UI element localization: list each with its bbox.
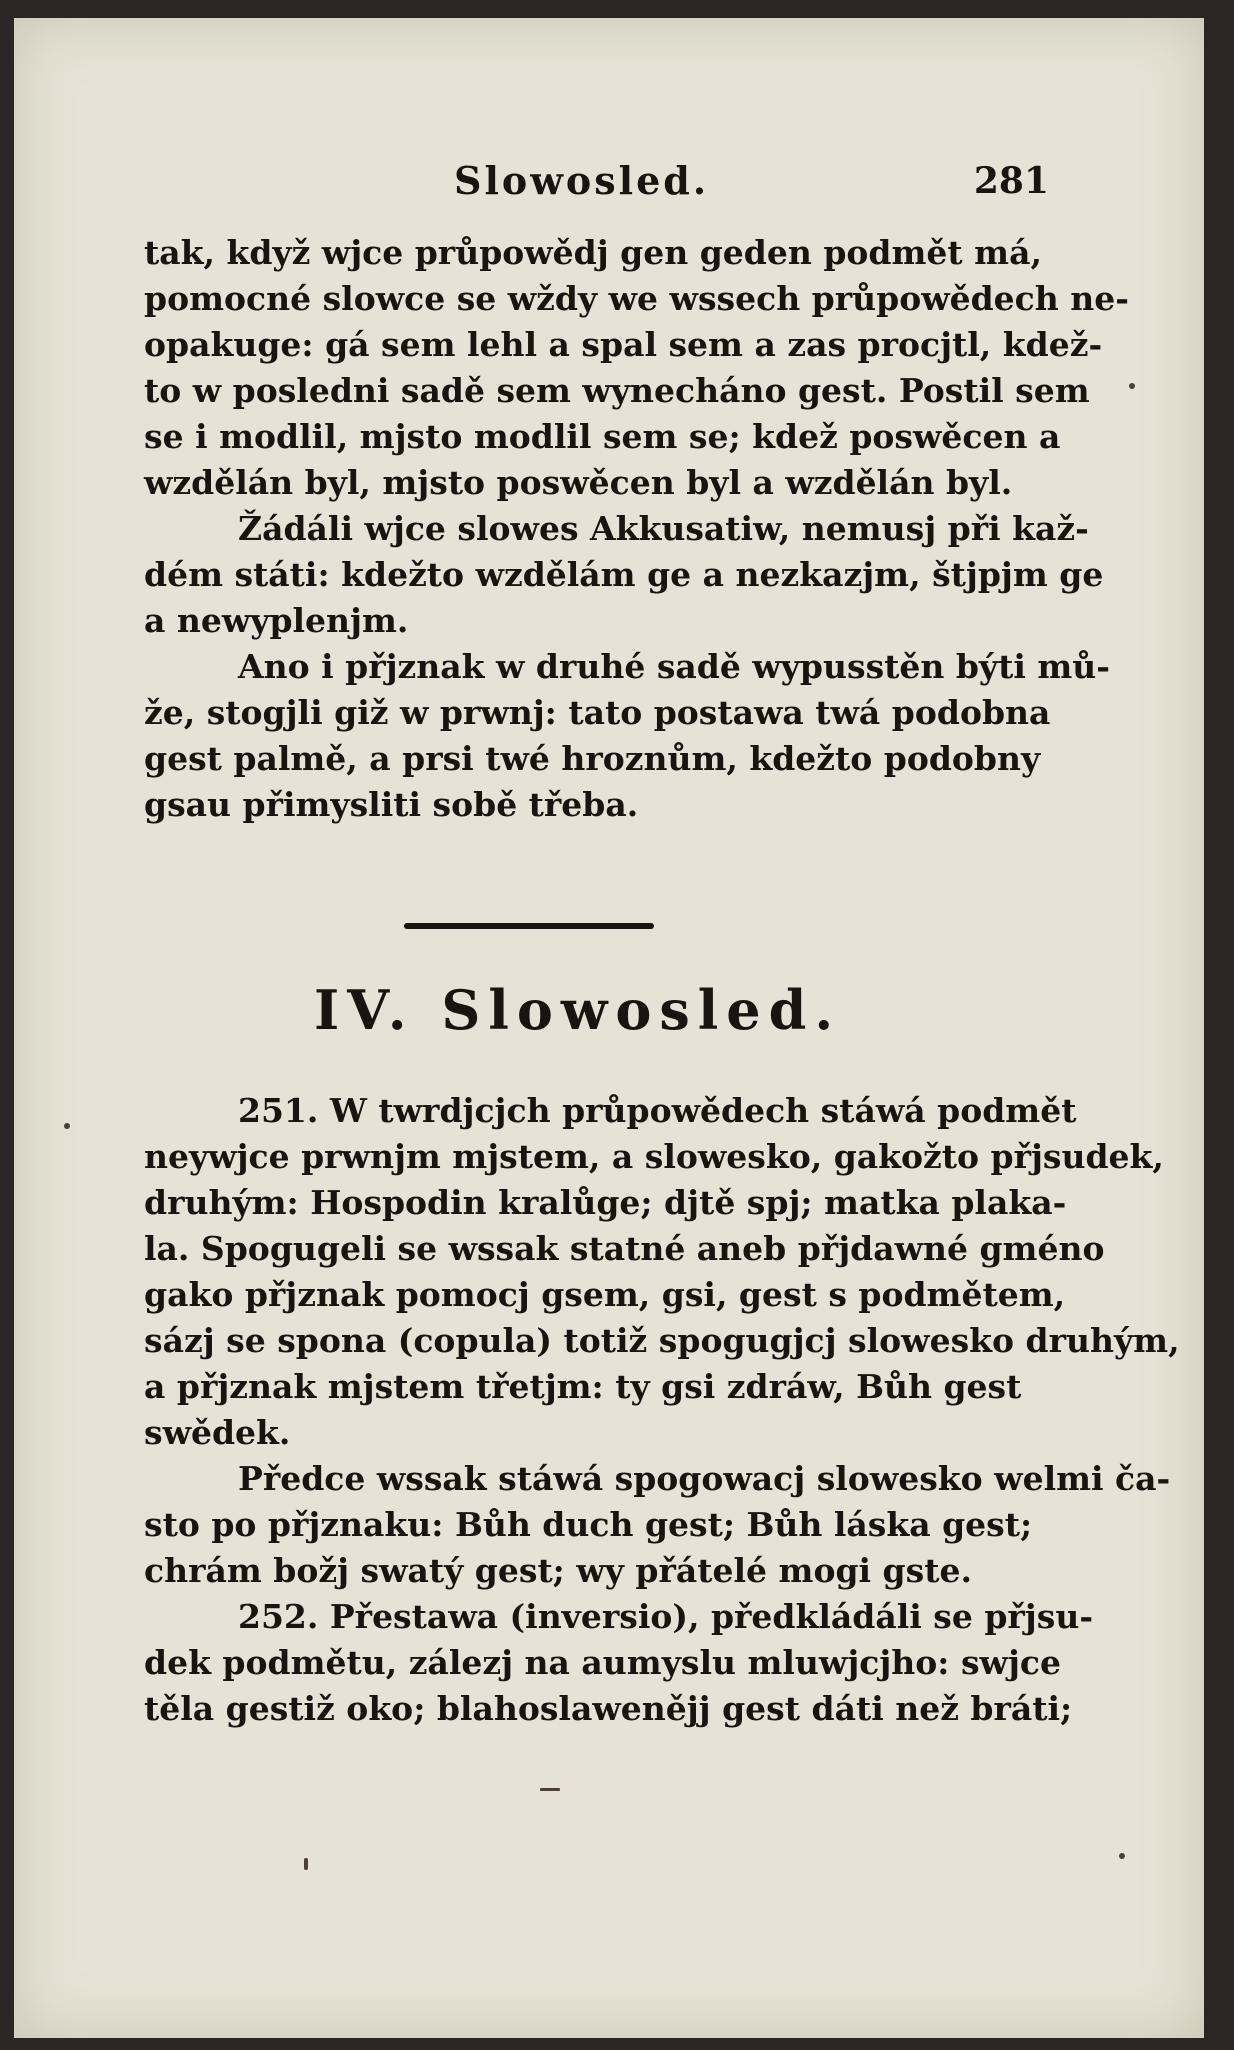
text-line: to w posledni sadě sem wynecháno gest. Postil sem xyxy=(144,371,1090,410)
text-line: těla gestiž oko; blahoslawenějj gest dáti než bráti; xyxy=(144,1689,1073,1728)
text-line: la. Spogugeli se wssak statné aneb přjdawné gméno xyxy=(144,1229,1105,1268)
text-line: dém státi: kdežto wzdělám ge a nezkazjm, štjpjm ge xyxy=(144,555,1104,594)
chapter-title: IV. Slowosled. xyxy=(314,978,842,1042)
text-line: pomocné slowce se wždy we wssech průpowědech ne- xyxy=(144,279,1129,318)
text-line: dek podmětu, zálezj na aumyslu mluwjcjho: swjce xyxy=(144,1643,1061,1682)
text-line: opakuge: gá sem lehl a spal sem a zas procjtl, kdež- xyxy=(144,325,1103,364)
text-line: se i modlil, mjsto modlil sem se; kdež poswěcen a xyxy=(144,417,1061,456)
text-line: že, stogjli giž w prwnj: tato postawa twá podobna xyxy=(144,693,1051,732)
text-line: swědek. xyxy=(144,1413,291,1452)
text-line: gako přjznak pomocj gsem, gsi, gest s podmětem, xyxy=(144,1275,1066,1314)
paragraph xyxy=(144,1594,1094,1732)
text-line: a přjznak mjstem třetjm: ty gsi zdráw, Bůh gest xyxy=(144,1367,1022,1406)
text-line: 251. W twrdjcjch průpowědech stáwá podmět xyxy=(238,1091,1077,1130)
page-number: 281 xyxy=(973,160,1049,202)
text-line: gsau přimysliti sobě třeba. xyxy=(144,785,639,824)
text-line: 252. Přestawa (inversio), předkládáli se přjsu- xyxy=(238,1597,1094,1636)
text-line: neywjce prwnjm mjstem, a slowesko, gakožto přjsudek, xyxy=(144,1137,1164,1176)
text-line: chrám božj swatý gest; wy přátelé mogi gste. xyxy=(144,1551,972,1590)
section-2-text xyxy=(144,1088,1180,1732)
paragraph xyxy=(144,230,1129,506)
paper-mark xyxy=(304,1858,308,1870)
paper-speck xyxy=(1119,1853,1125,1859)
text-line: Předce wssak stáwá spogowacj slowesko welmi ča- xyxy=(238,1459,1171,1498)
paragraph xyxy=(144,506,1104,644)
paragraph xyxy=(144,644,1110,828)
paragraph xyxy=(144,1456,1171,1594)
text-line: sázj se spona (copula) totiž spogugjcj slowesko druhým, xyxy=(144,1321,1180,1360)
text-line: gest palmě, a prsi twé hroznům, kdežto podobny xyxy=(144,739,1041,778)
text-line: Ano i přjznak w druhé sadě wypusstěn býti mů- xyxy=(238,647,1110,686)
text-line: druhým: Hospodin kralůge; djtě spj; matka plaka- xyxy=(144,1183,1067,1222)
running-title: Slowosled. xyxy=(454,158,710,203)
text-line: tak, když wjce průpowědj gen geden podmět má, xyxy=(144,233,1042,272)
text-line: wzdělán byl, mjsto poswěcen byl a wzdělán byl. xyxy=(144,463,1013,502)
paragraph xyxy=(144,1088,1180,1456)
paper-speck xyxy=(64,1123,70,1129)
paper-speck xyxy=(1129,383,1135,389)
book-page xyxy=(14,18,1204,2038)
section-1-text xyxy=(144,230,1129,828)
paper-mark xyxy=(540,1788,560,1791)
text-line: sto po přjznaku: Bůh duch gest; Bůh láska gest; xyxy=(144,1505,1033,1544)
section-divider xyxy=(404,923,654,929)
page-header xyxy=(14,158,1204,218)
text-line: Žádáli wjce slowes Akkusatiw, nemusj při kaž- xyxy=(238,509,1089,548)
text-line: a newyplenjm. xyxy=(144,601,409,640)
